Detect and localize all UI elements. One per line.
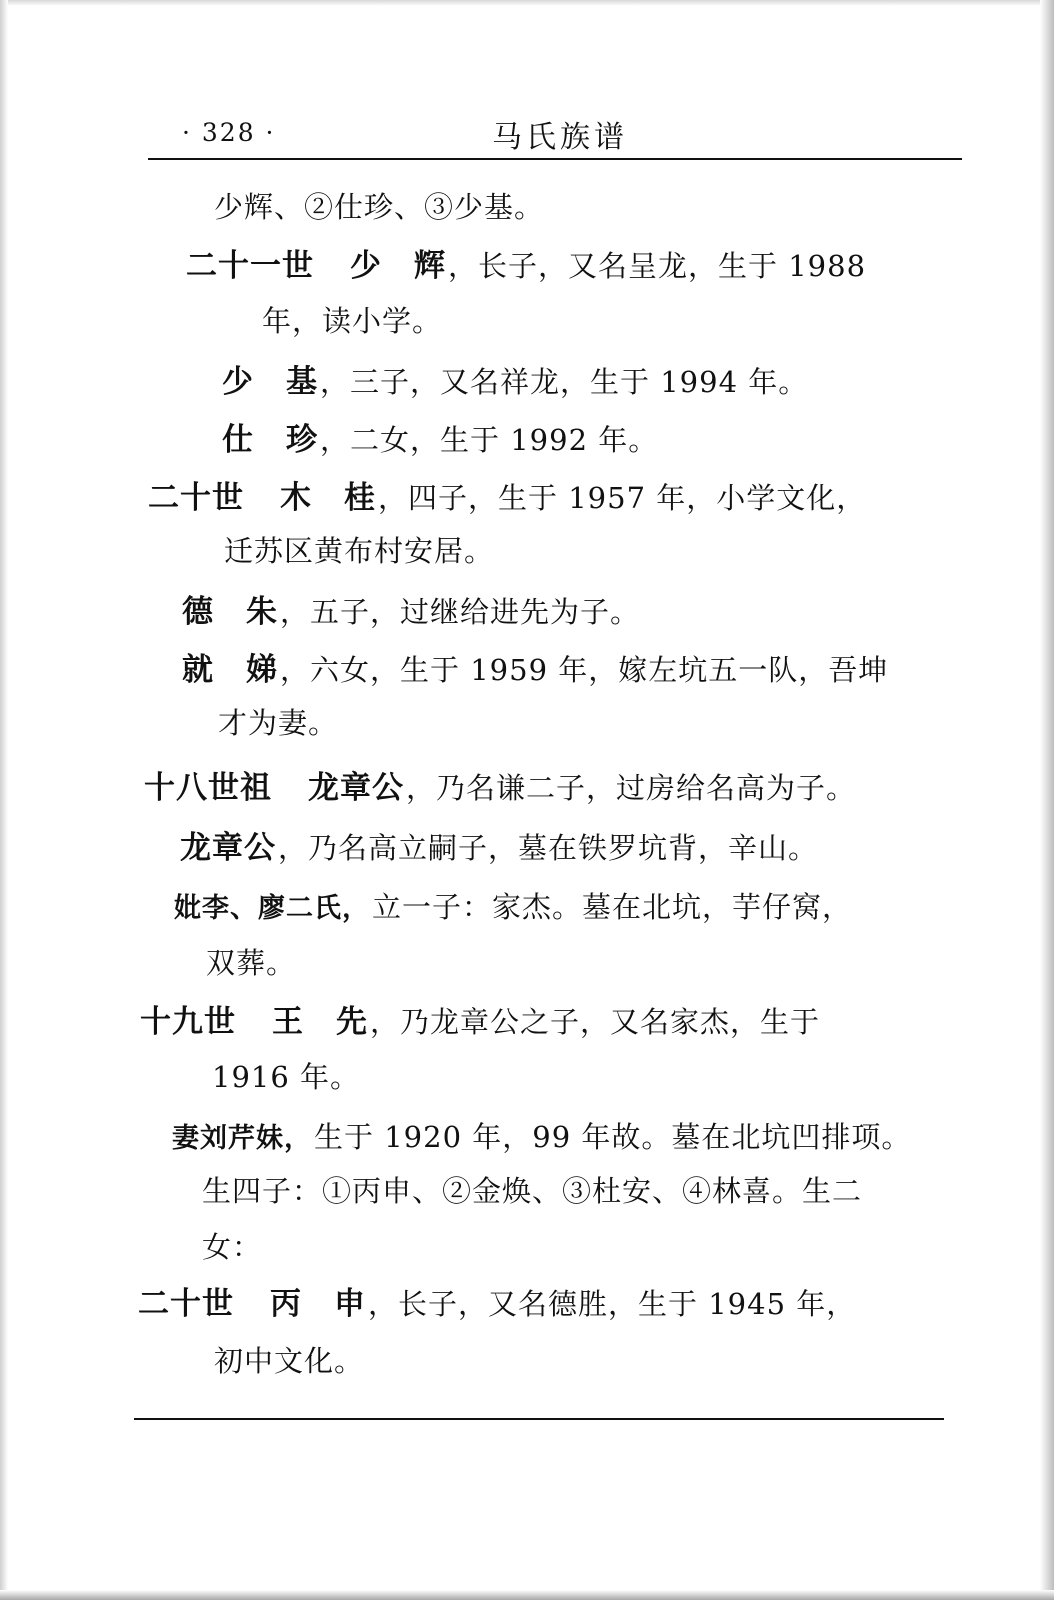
person-name: 龙章公 [308, 770, 404, 806]
person-name: 龙章公 [180, 830, 276, 866]
page-edge-right [1040, 0, 1054, 1600]
entry-longzhanggong [180, 830, 818, 867]
entry-text: ，乃名高立嗣子，墓在铁罗坑背，辛山。 [278, 831, 819, 865]
entry-longzhanggong-gen [144, 770, 856, 807]
generation-label: 二十一世 [186, 248, 314, 284]
entry-bingshen [138, 1286, 856, 1323]
person-name: 王 先 [272, 1004, 368, 1040]
header-divider [148, 158, 962, 160]
person-name: 就 娣 [182, 652, 278, 688]
line-text: 1916 年。 [212, 1060, 361, 1094]
line-text: 初中文化。 [214, 1344, 365, 1378]
entry-text: ，二女，生于 1992 年。 [320, 423, 659, 457]
entry-li-liao-spouses [174, 890, 852, 925]
entry-text: ，长子，又名呈龙，生于 1988 [448, 249, 867, 283]
text-line-3 [262, 304, 442, 339]
entry-shaohui [186, 248, 866, 285]
entry-text: ，四子，生于 1957 年，小学文化， [378, 481, 867, 515]
entry-text: 生于 1920 年，99 年故。墓在北坑凹排项。 [314, 1120, 912, 1154]
text-line-21 [214, 1344, 364, 1379]
text-line-1 [214, 190, 544, 225]
entry-dezhu [182, 594, 640, 631]
text-line-16 [212, 1060, 360, 1095]
person-name: 木 桂 [280, 480, 376, 516]
entry-text: ，三子，又名祥龙，生于 1994 年。 [320, 365, 809, 399]
person-name: 仕 珍 [222, 422, 318, 458]
person-name: 妣李、廖二氏， [174, 893, 370, 924]
generation-label: 二十世 [138, 1286, 234, 1322]
entry-text: ，五子，过继给进先为子。 [280, 595, 641, 629]
generation-label: 十八世祖 [144, 770, 272, 806]
line-text: 才为妻。 [218, 706, 339, 740]
entry-wangxian [140, 1004, 820, 1041]
entry-text: 立一子：家杰。墓在北坑，芋仔窝， [372, 890, 853, 924]
person-name: 妻刘芹妹， [172, 1123, 312, 1154]
text-line-18 [202, 1174, 862, 1209]
line-text: 迁苏区黄布村安居。 [224, 534, 495, 568]
page-edge-bottom [0, 1590, 1054, 1600]
page-edge-top [0, 0, 1054, 6]
line-text: 女： [202, 1230, 263, 1264]
person-name: 丙 申 [270, 1286, 366, 1322]
footer-divider [134, 1418, 944, 1420]
entry-liu-qinmei [172, 1120, 911, 1155]
entry-shaoji [222, 364, 808, 401]
line-text: 年，读小学。 [262, 304, 443, 338]
entry-text: ，乃名谦二子，过房给名高为子。 [406, 771, 857, 805]
page-number: · 328 · [182, 118, 276, 147]
entry-text: ，六女，生于 1959 年，嫁左坑五一队，吾坤 [280, 653, 889, 687]
generation-label: 十九世 [140, 1004, 236, 1040]
entry-jiudi [182, 652, 888, 689]
person-name: 少 基 [222, 364, 318, 400]
text-line-10 [218, 706, 338, 741]
generation-label: 二十世 [148, 480, 244, 516]
entry-shizhen [222, 422, 658, 459]
page-edge-left [0, 0, 8, 1600]
text-line-14 [206, 946, 296, 981]
line-text: 生四子：①丙申、②金焕、③杜安、④林喜。生二 [202, 1174, 863, 1208]
line-text: 双葬。 [206, 946, 297, 980]
text-line-7 [224, 534, 494, 569]
book-title: 马氏族谱 [492, 120, 628, 155]
entry-text: ，乃龙章公之子，又名家杰，生于 [370, 1005, 821, 1039]
entry-text: ，长子，又名德胜，生于 1945 年， [368, 1287, 857, 1321]
entry-mugui [148, 480, 866, 517]
line-text: 少辉、②仕珍、③少基。 [214, 190, 545, 224]
text-line-19 [202, 1230, 262, 1265]
person-name: 德 朱 [182, 594, 278, 630]
person-name: 少 辉 [350, 248, 446, 284]
